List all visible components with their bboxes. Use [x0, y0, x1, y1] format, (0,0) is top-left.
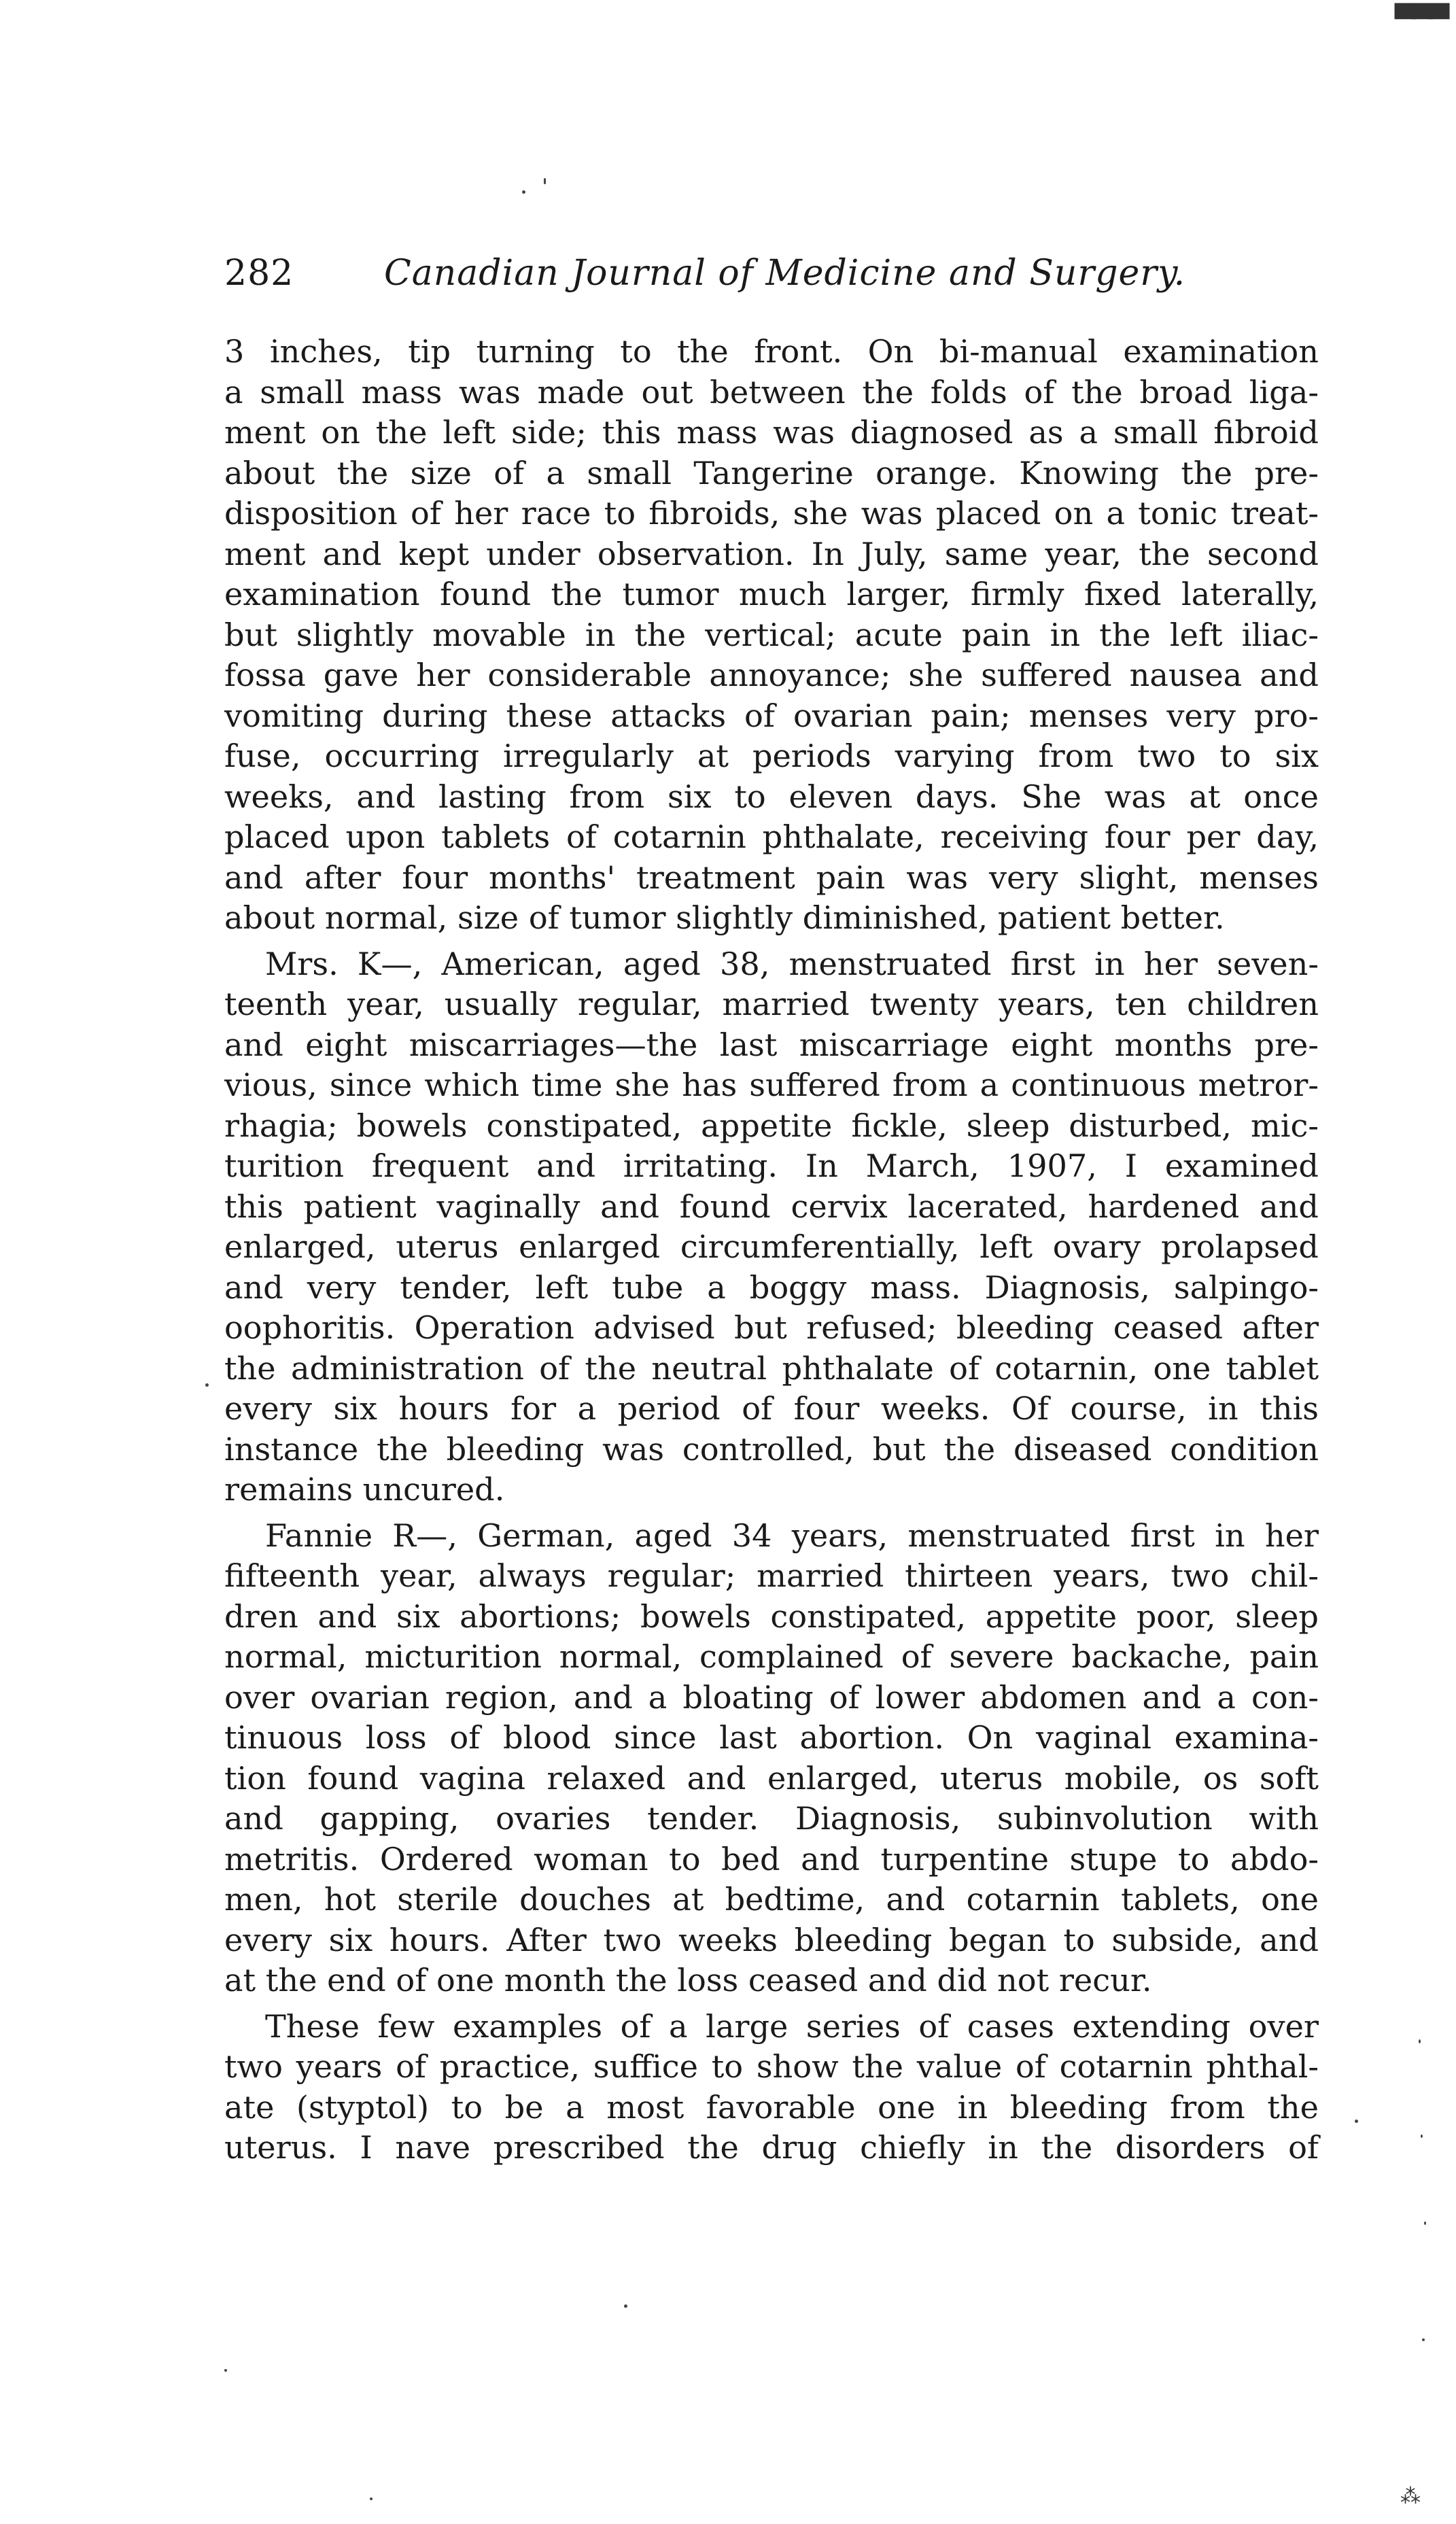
ink-speck	[1421, 2134, 1423, 2138]
text-line: but slightly movable in the vertical; acute pain in the left iliac-	[224, 616, 1319, 653]
text-line: fuse, occurring irregularly at periods varying from two to six	[224, 738, 1319, 774]
article-body	[224, 332, 1319, 2168]
text-line: tinuous loss of blood since last abortion. On vaginal examina-	[224, 1719, 1319, 1756]
ink-speck	[1424, 2222, 1426, 2225]
text-line: at the end of one month the loss ceased and did not recur.	[224, 1962, 1152, 1999]
text-line: and gapping, ovaries tender. Diagnosis, subinvolution with	[224, 1800, 1319, 1837]
running-title: Canadian Journal of Medicine and Surgery.	[384, 253, 1186, 294]
text-line: and very tender, left tube a boggy mass. Diagnosis, salpingo-	[224, 1268, 1319, 1306]
text-line: normal, micturition normal, complained of severe backache, pain	[224, 1638, 1319, 1675]
text-line: ment and kept under observation. In July, same year, the second	[224, 535, 1319, 572]
text-line: dren and six abortions; bowels constipated, appetite poor, sleep	[224, 1597, 1319, 1635]
text-line: oophoritis. Operation advised but refused; bleeding ceased after	[224, 1309, 1319, 1346]
paragraph	[224, 2007, 1319, 2168]
text-line: metritis. Ordered woman to bed and turpentine stupe to abdo-	[224, 1840, 1319, 1878]
paragraph	[224, 944, 1319, 1510]
text-line: about the size of a small Tangerine orange. Knowing the pre-	[224, 454, 1319, 491]
ink-speck	[544, 178, 546, 184]
ink-speck	[1419, 2039, 1421, 2043]
text-line: about normal, size of tumor slightly diminished, patient better.	[224, 899, 1225, 936]
text-line: examination found the tumor much larger, firmly fixed laterally,	[224, 576, 1319, 612]
text-line: weeks, and lasting from six to eleven days. She was at once	[224, 778, 1319, 815]
text-line: enlarged, uterus enlarged circumferentially, left ovary prolapsed	[224, 1228, 1319, 1265]
text-line: a small mass was made out between the folds of the broad liga-	[224, 373, 1319, 411]
corner-smudge-top-right: ▀▀▀	[1395, 4, 1446, 35]
text-line: over ovarian region, and a bloating of lower abdomen and a con-	[224, 1678, 1319, 1716]
text-line: These few examples of a large series of cases extending over	[265, 2007, 1319, 2045]
ink-speck	[624, 2304, 627, 2308]
text-line: and eight miscarriages—the last miscarriage eight months pre-	[224, 1026, 1319, 1063]
text-line: turition frequent and irritating. In March, 1907, I examined	[224, 1147, 1319, 1184]
text-line: tion found vagina relaxed and enlarged, uterus mobile, os soft	[224, 1759, 1319, 1797]
ink-speck	[522, 190, 525, 194]
text-line: this patient vaginally and found cervix lacerated, hardened and	[224, 1188, 1319, 1225]
text-line: uterus. I nave prescribed the drug chiefly in the disorders of	[224, 2129, 1319, 2166]
text-line: teenth year, usually regular, married twenty years, ten children	[224, 986, 1319, 1022]
text-line: vious, since which time she has suffered from a continuous metror-	[224, 1067, 1319, 1103]
running-header	[224, 253, 1186, 307]
text-line: fifteenth year, always regular; married thirteen years, two chil-	[224, 1557, 1319, 1594]
text-line: placed upon tablets of cotarnin phthalate, receiving four per day,	[224, 818, 1319, 855]
corner-smudge-bottom-right: ⁂	[1400, 2485, 1421, 2508]
ink-speck	[1422, 2338, 1425, 2341]
ink-speck	[1355, 2120, 1358, 2123]
paragraph	[224, 1516, 1319, 2001]
paragraph	[224, 332, 1319, 939]
text-line: Fannie R—, German, aged 34 years, menstruated first in her	[265, 1517, 1319, 1554]
text-line: every six hours for a period of four weeks. Of course, in this	[224, 1390, 1319, 1427]
ink-speck	[224, 2369, 227, 2372]
text-line: ment on the left side; this mass was diagnosed as a small fibroid	[224, 414, 1319, 451]
text-line: disposition of her race to fibroids, she was placed on a tonic treat-	[224, 495, 1319, 532]
text-line: remains uncured.	[224, 1471, 505, 1508]
ink-speck	[205, 1383, 209, 1387]
text-line: two years of practice, suffice to show the value of cotarnin phthal-	[224, 2048, 1319, 2085]
text-line: fossa gave her considerable annoyance; she suffered nausea and	[224, 657, 1319, 693]
text-line: vomiting during these attacks of ovarian pain; menses very pro-	[224, 697, 1319, 734]
page-number: 282	[224, 253, 294, 294]
text-line: the administration of the neutral phthalate of cotarnin, one tablet	[224, 1349, 1319, 1387]
text-line: Mrs. K—, American, aged 38, menstruated first in her seven-	[265, 945, 1319, 982]
text-line: ate (styptol) to be a most favorable one in bleeding from the	[224, 2088, 1319, 2126]
text-line: and after four months' treatment pain was very slight, menses	[224, 859, 1319, 896]
text-line: every six hours. After two weeks bleeding began to subside, and	[224, 1921, 1319, 1958]
text-line: rhagia; bowels constipated, appetite fickle, sleep disturbed, mic-	[224, 1107, 1319, 1144]
text-line: men, hot sterile douches at bedtime, and cotarnin tablets, one	[224, 1881, 1319, 1918]
ink-speck	[370, 2497, 372, 2500]
text-line: 3 inches, tip turning to the front. On bi-manual examination	[224, 333, 1319, 370]
text-line: instance the bleeding was controlled, but the diseased condition	[224, 1430, 1319, 1468]
